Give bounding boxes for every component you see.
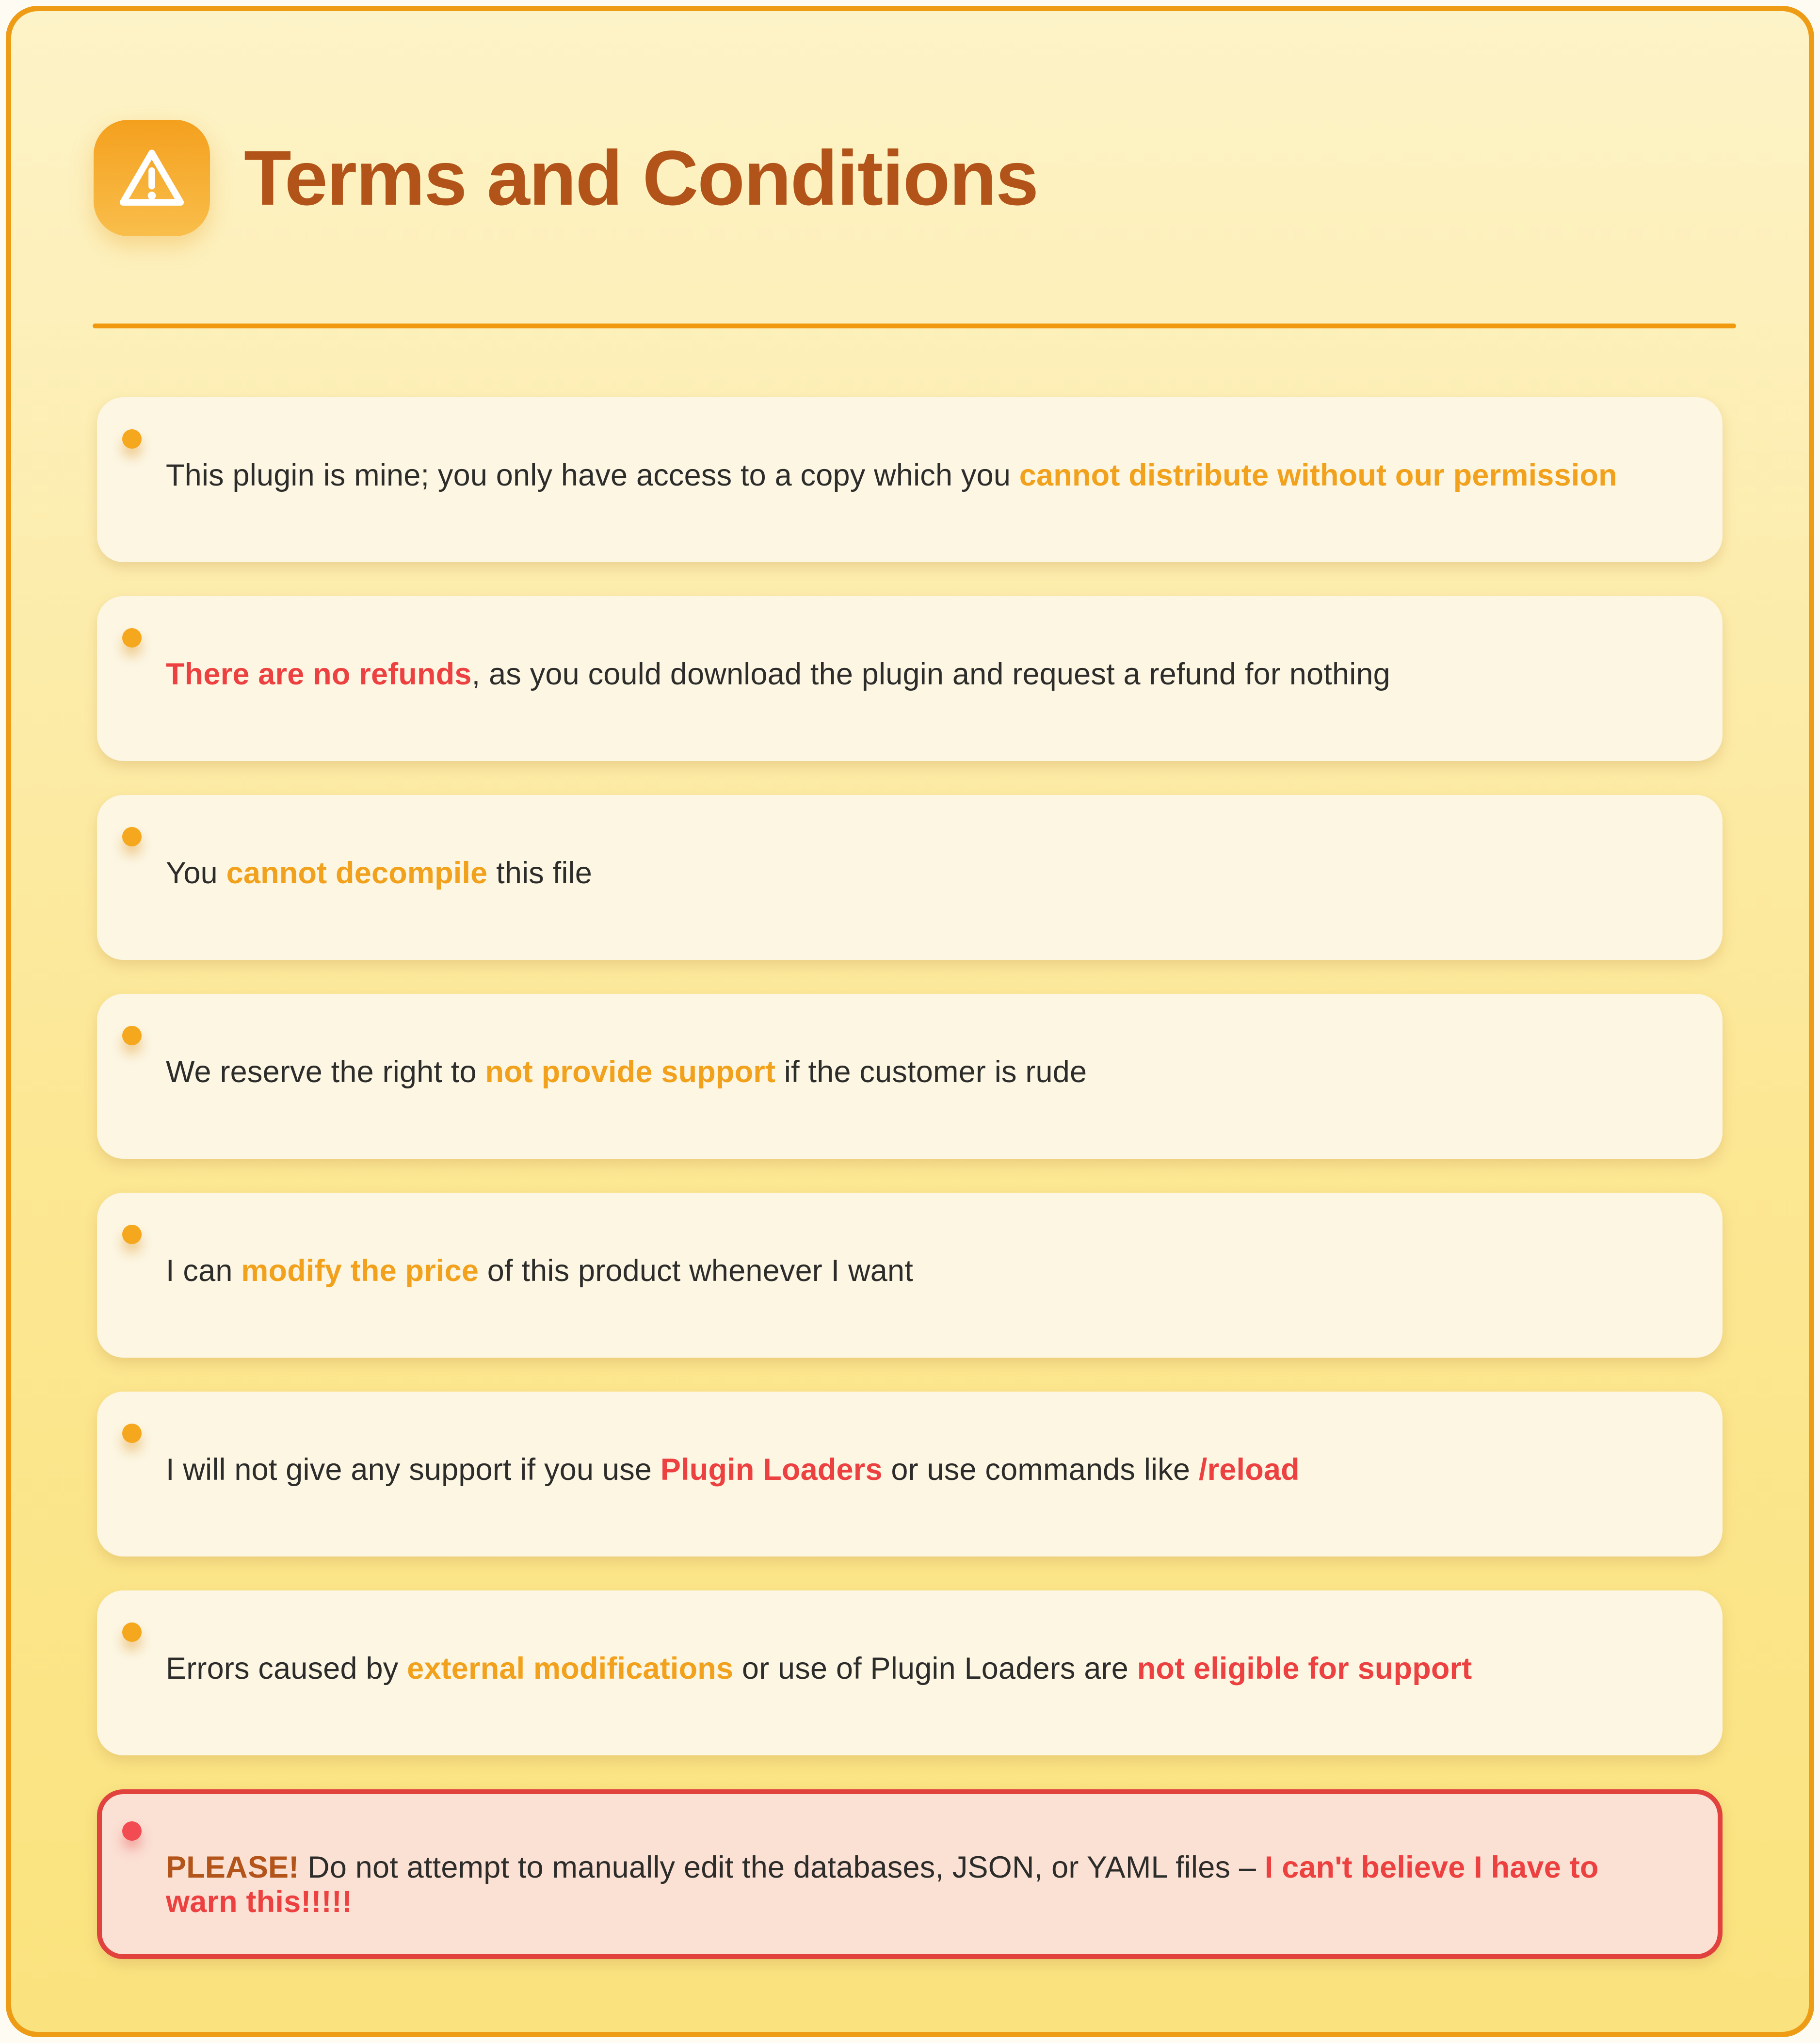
term-text-segment: Do not attempt to manually edit the databases, JSON, or YAML files – xyxy=(299,1850,1265,1884)
term-text-segment: We reserve the right to xyxy=(166,1055,485,1089)
term-text-segment: if the customer is rude xyxy=(775,1055,1087,1089)
terms-list xyxy=(97,397,1723,1959)
term-text-segment: modify the price xyxy=(241,1254,479,1288)
term-text-segment: I can't believe I have to warn this!!!!! xyxy=(166,1850,1599,1919)
term-text-segment: or use commands like xyxy=(882,1453,1199,1487)
term-text xyxy=(166,1453,1679,1487)
term-text-segment: of this product whenever I want xyxy=(479,1254,913,1288)
term-text xyxy=(166,1850,1674,1919)
term-text xyxy=(166,657,1679,692)
term-text-segment: There are no refunds xyxy=(166,657,472,691)
term-text-segment: or use of Plugin Loaders are xyxy=(733,1652,1137,1686)
warning-triangle-icon xyxy=(94,120,210,236)
term-card xyxy=(97,1789,1723,1959)
bullet-dot-icon xyxy=(122,1821,142,1841)
bullet-dot-icon xyxy=(122,429,142,449)
term-text-segment: external modifications xyxy=(407,1652,734,1686)
term-text-segment: This plugin is mine; you only have access to a copy which you xyxy=(166,458,1019,492)
term-text-segment: I will not give any support if you use xyxy=(166,1453,660,1487)
term-text-segment: , as you could download the plugin and request a refund for nothing xyxy=(471,657,1390,691)
term-text xyxy=(166,458,1679,493)
term-text-segment: cannot distribute without our permission xyxy=(1019,458,1617,492)
bullet-dot-icon xyxy=(122,1026,142,1045)
term-text xyxy=(166,1254,1679,1288)
term-text-segment: Errors caused by xyxy=(166,1652,407,1686)
term-card xyxy=(97,397,1723,562)
term-card xyxy=(97,596,1723,761)
header xyxy=(94,120,1809,236)
term-card xyxy=(97,1193,1723,1358)
term-text-segment: not provide support xyxy=(485,1055,776,1089)
page-title: Terms and Conditions xyxy=(244,134,1038,221)
bullet-dot-icon xyxy=(122,628,142,648)
term-text-segment: PLEASE! xyxy=(166,1850,299,1884)
term-text xyxy=(166,1055,1679,1089)
terms-panel xyxy=(6,6,1814,2037)
header-divider xyxy=(93,324,1736,328)
term-text xyxy=(166,856,1679,891)
bullet-dot-icon xyxy=(122,1622,142,1642)
term-text-segment: I can xyxy=(166,1254,242,1288)
term-card xyxy=(97,1392,1723,1557)
term-text-segment: Plugin Loaders xyxy=(660,1453,883,1487)
term-text xyxy=(166,1652,1679,1686)
bullet-dot-icon xyxy=(122,1225,142,1244)
term-text-segment: You xyxy=(166,856,226,890)
term-text-segment: /reload xyxy=(1198,1453,1300,1487)
term-text-segment: not eligible for support xyxy=(1137,1652,1472,1686)
bullet-dot-icon xyxy=(122,1424,142,1443)
bullet-dot-icon xyxy=(122,827,142,846)
term-text-segment: cannot decompile xyxy=(226,856,488,890)
term-text-segment: this file xyxy=(487,856,593,890)
term-card xyxy=(97,994,1723,1159)
term-card xyxy=(97,795,1723,960)
term-card xyxy=(97,1590,1723,1755)
